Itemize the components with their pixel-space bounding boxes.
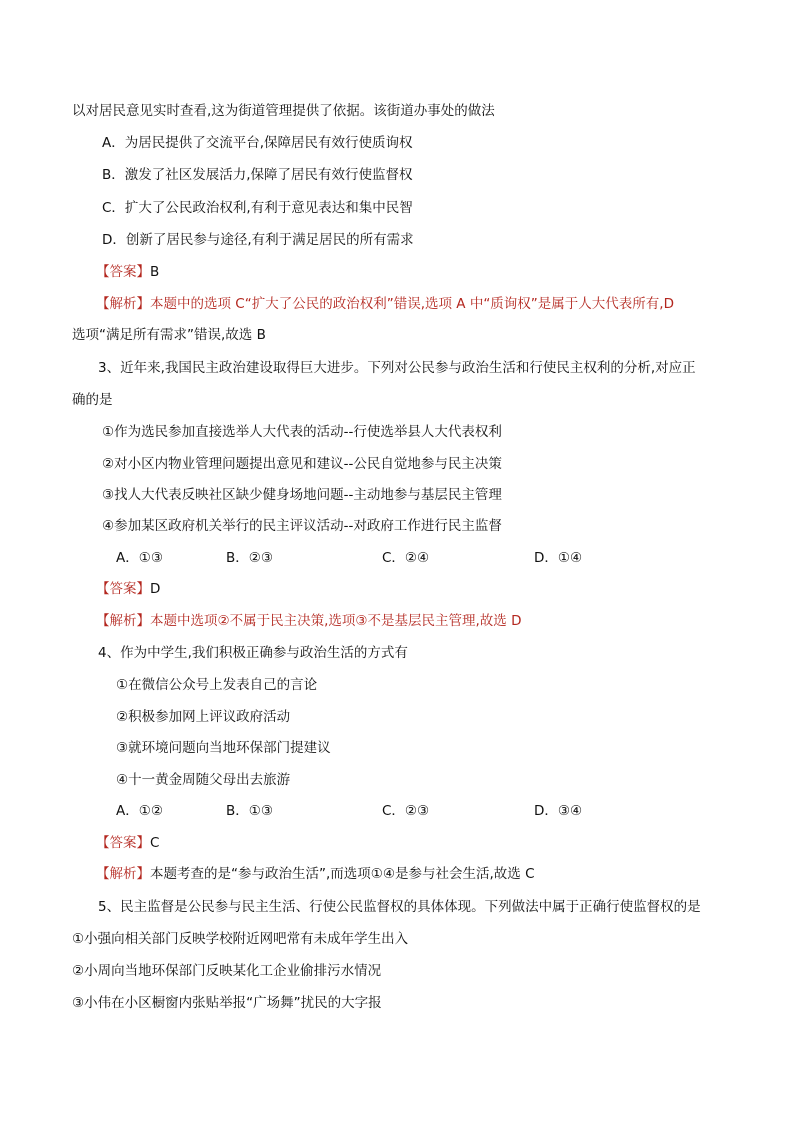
q2-option-c: C．扩大了公民政治权利,有利于意见表达和集中民智 bbox=[102, 200, 413, 216]
q3-item-1: ①作为选民参加直接选举人大代表的活动--行使选举县人大代表权利 bbox=[102, 424, 502, 440]
q2-option-d: D．创新了居民参与途径,有利于满足居民的所有需求 bbox=[102, 232, 414, 248]
q4-choice-b: B．①③ bbox=[226, 803, 273, 819]
q3-item-4: ④参加某区政府机关举行的民主评议活动--对政府工作进行民主监督 bbox=[102, 518, 502, 534]
q4-analysis bbox=[96, 865, 535, 883]
q3-item-2: ②对小区内物业管理问题提出意见和建议--公民自觉地参与民主决策 bbox=[102, 456, 502, 472]
q5-item-1: ①小强向相关部门反映学校附近网吧常有未成年学生出入 bbox=[72, 931, 409, 947]
q3-item-3: ③找人大代表反映社区缺少健身场地问题--主动地参与基层民主管理 bbox=[102, 487, 502, 503]
answer-value: D bbox=[150, 581, 161, 597]
answer-value: C bbox=[150, 835, 160, 851]
answer-label: 【答案】 bbox=[96, 835, 150, 851]
q2-option-b: B．激发了社区发展活力,保障了居民有效行使监督权 bbox=[102, 167, 413, 183]
q5-item-3: ③小伟在小区橱窗内张贴举报“广场舞”扰民的大字报 bbox=[72, 995, 382, 1011]
q3-stem: 3、近年来,我国民主政治建设取得巨大进步。下列对公民参与政治生活和行使民主权利的分析,对应正 bbox=[98, 360, 696, 376]
analysis-text: 本题中的选项 C“扩大了公民的政治权利”错误,选项 A 中“质询权”是属于人大代表所有,D bbox=[150, 296, 674, 312]
analysis-label: 【解析】 bbox=[96, 613, 150, 629]
q3-choice-a: A．①③ bbox=[116, 550, 163, 566]
q2-answer bbox=[96, 263, 159, 281]
answer-label: 【答案】 bbox=[96, 581, 150, 597]
q3-answer bbox=[96, 580, 160, 598]
q2-option-a: A．为居民提供了交流平台,保障居民有效行使质询权 bbox=[102, 135, 413, 151]
q4-choice-c: C．②③ bbox=[382, 803, 430, 819]
q5-stem: 5、民主监督是公民参与民主生活、行使公民监督权的具体体现。下列做法中属于正确行使监督权的是 bbox=[98, 899, 701, 915]
q4-item-3: ③就环境问题向当地环保部门提建议 bbox=[116, 740, 331, 756]
q3-analysis bbox=[96, 612, 521, 630]
q3-choice-b: B．②③ bbox=[226, 550, 273, 566]
q4-item-4: ④十一黄金周随父母出去旅游 bbox=[116, 772, 291, 788]
q4-item-2: ②积极参加网上评议政府活动 bbox=[116, 709, 291, 725]
q3-choice-c: C．②④ bbox=[382, 550, 430, 566]
q4-item-1: ①在微信公众号上发表自己的言论 bbox=[116, 677, 318, 693]
q4-choice-d: D．③④ bbox=[534, 803, 583, 819]
q4-answer bbox=[96, 834, 159, 852]
analysis-label: 【解析】 bbox=[96, 296, 150, 312]
q2-analysis bbox=[96, 295, 674, 313]
q4-stem: 4、作为中学生,我们积极正确参与政治生活的方式有 bbox=[98, 645, 408, 661]
analysis-text: 本题中选项②不属于民主决策,选项③不是基层民主管理,故选 D bbox=[150, 613, 522, 629]
q3-choice-d: D．①④ bbox=[534, 550, 583, 566]
q4-choice-a: A．①② bbox=[116, 803, 163, 819]
q2-analysis-cont: 选项“满足所有需求”错误,故选 B bbox=[72, 327, 266, 343]
q3-stem-cont: 确的是 bbox=[72, 392, 113, 408]
analysis-text: 本题考查的是“参与政治生活”,而选项①④是参与社会生活,故选 C bbox=[150, 866, 535, 882]
answer-value: B bbox=[150, 264, 160, 280]
answer-label: 【答案】 bbox=[96, 264, 150, 280]
q2-stem-tail: 以对居民意见实时查看,这为街道管理提供了依据。该街道办事处的做法 bbox=[72, 103, 495, 119]
q5-item-2: ②小周向当地环保部门反映某化工企业偷排污水情况 bbox=[72, 963, 382, 979]
analysis-label: 【解析】 bbox=[96, 866, 150, 882]
